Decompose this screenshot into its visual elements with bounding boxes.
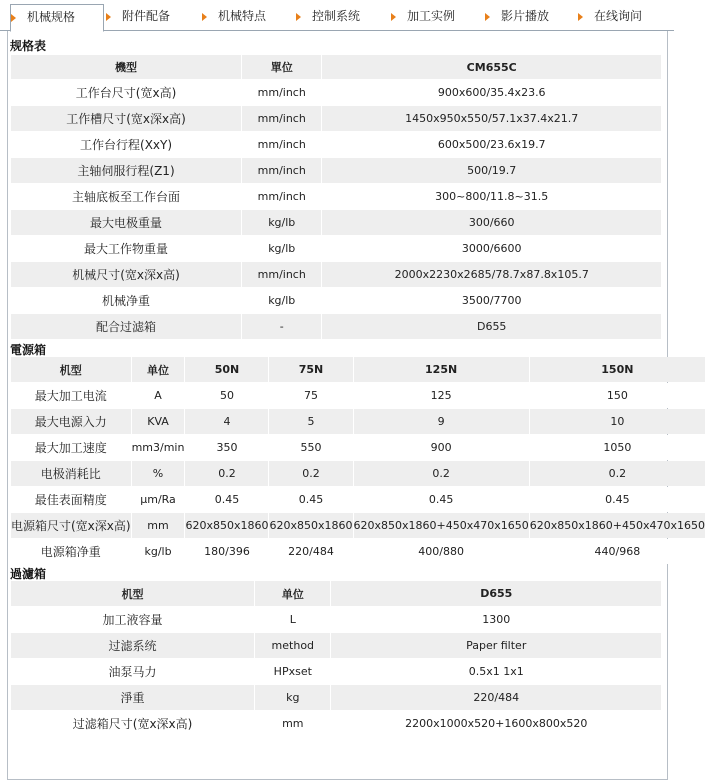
tab-1[interactable] [106,4,196,30]
table-header [11,55,661,79]
table-row [11,106,661,131]
arrow-right-icon [485,13,490,21]
cell-value: mm [132,513,185,538]
specs-table [10,54,662,340]
cell-value: HPxset [255,659,330,684]
header-cell: CM655C [322,55,661,79]
cell-value: - [242,314,321,339]
tab-bar [0,0,674,31]
table-row [11,158,661,183]
filter-table [10,580,662,737]
table-row [11,210,661,235]
cell-value: 180/396 [185,539,268,564]
cell-value: 4 [185,409,268,434]
cell-value: 0.45 [269,487,352,512]
header-cell: 單位 [242,55,321,79]
filter-title: 過濾箱 [10,567,47,581]
cell-value: 550 [269,435,352,460]
table-row [11,711,661,736]
table-row [11,633,661,658]
cell-value: 220/484 [331,685,661,710]
cell-value: L [255,607,330,632]
cell-value: 0.5x1 1x1 [331,659,661,684]
table-row [11,184,661,209]
header-cell: 单位 [132,357,185,382]
cell-value: 0.2 [530,461,705,486]
cell-value: D655 [322,314,661,339]
cell-value: A [132,383,185,408]
table-row [11,262,661,287]
cell-value: mm3/min [132,435,185,460]
tab-label: 机械规格 [27,10,76,24]
specs-title: 规格表 [10,39,47,53]
tab-label: 在线询问 [594,9,643,23]
tab-2[interactable] [202,4,292,30]
cell-value: 300~800/11.8~31.5 [322,184,661,209]
row-label: 电极消耗比 [11,461,131,486]
tab-5[interactable] [485,4,575,30]
tab-label: 加工实例 [407,9,456,23]
row-label: 工作台行程(XxY) [11,132,241,157]
table-row [11,132,661,157]
cell-value: 0.45 [185,487,268,512]
cell-value: 600x500/23.6x19.7 [322,132,661,157]
tab-label: 影片播放 [501,9,550,23]
table-row [11,435,705,460]
cell-value: 9 [354,409,529,434]
table-row [11,607,661,632]
header-cell: 150N [530,357,705,382]
row-label: 最大电源入力 [11,409,131,434]
table-row [11,685,661,710]
cell-value: % [132,461,185,486]
row-label: 最大加工电流 [11,383,131,408]
cell-value: 0.2 [269,461,352,486]
cell-value: 1050 [530,435,705,460]
cell-value: 620x850x1860 [269,513,352,538]
row-label: 主轴伺服行程(Z1) [11,158,241,183]
cell-value: mm [255,711,330,736]
row-label: 电源箱净重 [11,539,131,564]
table-row [11,539,705,564]
arrow-right-icon [11,14,16,22]
row-label: 最大加工速度 [11,435,131,460]
cell-value: 2200x1000x520+1600x800x520 [331,711,661,736]
cell-value: method [255,633,330,658]
table-row [11,236,661,261]
table-row [11,659,661,684]
row-label: 油泵马力 [11,659,254,684]
cell-value: 0.2 [185,461,268,486]
arrow-right-icon [202,13,207,21]
header-cell: 125N [354,357,529,382]
cell-value: 1450x950x550/57.1x37.4x21.7 [322,106,661,131]
row-label: 过滤系统 [11,633,254,658]
cell-value: 0.45 [354,487,529,512]
cell-value: 0.45 [530,487,705,512]
cell-value: 5 [269,409,352,434]
header-cell: 机型 [11,357,131,382]
cell-value: 400/880 [354,539,529,564]
tab-label: 附件配备 [122,9,171,23]
table-row [11,487,705,512]
cell-value: kg/lb [242,210,321,235]
cell-value: 150 [530,383,705,408]
header-cell: 75N [269,357,352,382]
tab-label: 控制系统 [312,9,361,23]
cell-value: 620x850x1860+450x470x1650 [530,513,705,538]
cell-value: 440/968 [530,539,705,564]
header-cell: 機型 [11,55,241,79]
cell-value: KVA [132,409,185,434]
table-row [11,80,661,105]
row-label: 淨重 [11,685,254,710]
arrow-right-icon [296,13,301,21]
tab-6[interactable] [578,4,668,30]
cell-value: 900x600/35.4x23.6 [322,80,661,105]
arrow-right-icon [391,13,396,21]
row-label: 工作槽尺寸(宽x深x高) [11,106,241,131]
tab-3[interactable] [296,4,386,30]
table-row [11,513,705,538]
row-label: 工作台尺寸(宽x高) [11,80,241,105]
row-label: 最大电极重量 [11,210,241,235]
cell-value: kg [255,685,330,710]
arrow-right-icon [106,13,111,21]
cell-value: 220/484 [269,539,352,564]
cell-value: μm/Ra [132,487,185,512]
row-label: 最佳表面精度 [11,487,131,512]
cell-value: mm/inch [242,80,321,105]
row-label: 机械净重 [11,288,241,313]
table-header [11,357,705,382]
cell-value: Paper filter [331,633,661,658]
header-cell: 机型 [11,581,254,606]
row-label: 最大工作物重量 [11,236,241,261]
tab-4[interactable] [391,4,481,30]
cell-value: 620x850x1860 [185,513,268,538]
cell-value: 3000/6600 [322,236,661,261]
row-label: 配合过滤箱 [11,314,241,339]
cell-value: mm/inch [242,184,321,209]
cell-value: kg/lb [132,539,185,564]
row-label: 电源箱尺寸(宽x深x高) [11,513,131,538]
header-cell: D655 [331,581,661,606]
cell-value: kg/lb [242,288,321,313]
header-cell: 单位 [255,581,330,606]
row-label: 机械尺寸(宽x深x高) [11,262,241,287]
cell-value: 900 [354,435,529,460]
cell-value: mm/inch [242,106,321,131]
cell-value: 3500/7700 [322,288,661,313]
cell-value: 2000x2230x2685/78.7x87.8x105.7 [322,262,661,287]
tab-label: 机械特点 [218,9,267,23]
cell-value: 125 [354,383,529,408]
table-row [11,314,661,339]
cell-value: 10 [530,409,705,434]
cell-value: 620x850x1860+450x470x1650 [354,513,529,538]
table-row [11,383,705,408]
row-label: 主轴底板至工作台面 [11,184,241,209]
power-table [10,356,706,565]
cell-value: 1300 [331,607,661,632]
cell-value: mm/inch [242,262,321,287]
table-row [11,409,705,434]
row-label: 过滤箱尺寸(宽x深x高) [11,711,254,736]
cell-value: 75 [269,383,352,408]
table-row [11,461,705,486]
tab-0[interactable] [10,4,104,32]
cell-value: 350 [185,435,268,460]
header-cell: 50N [185,357,268,382]
table-header [11,581,661,606]
cell-value: mm/inch [242,158,321,183]
cell-value: mm/inch [242,132,321,157]
arrow-right-icon [578,13,583,21]
cell-value: 50 [185,383,268,408]
cell-value: 0.2 [354,461,529,486]
cell-value: 300/660 [322,210,661,235]
row-label: 加工液容量 [11,607,254,632]
table-row [11,288,661,313]
power-title: 電源箱 [10,343,47,357]
cell-value: kg/lb [242,236,321,261]
cell-value: 500/19.7 [322,158,661,183]
